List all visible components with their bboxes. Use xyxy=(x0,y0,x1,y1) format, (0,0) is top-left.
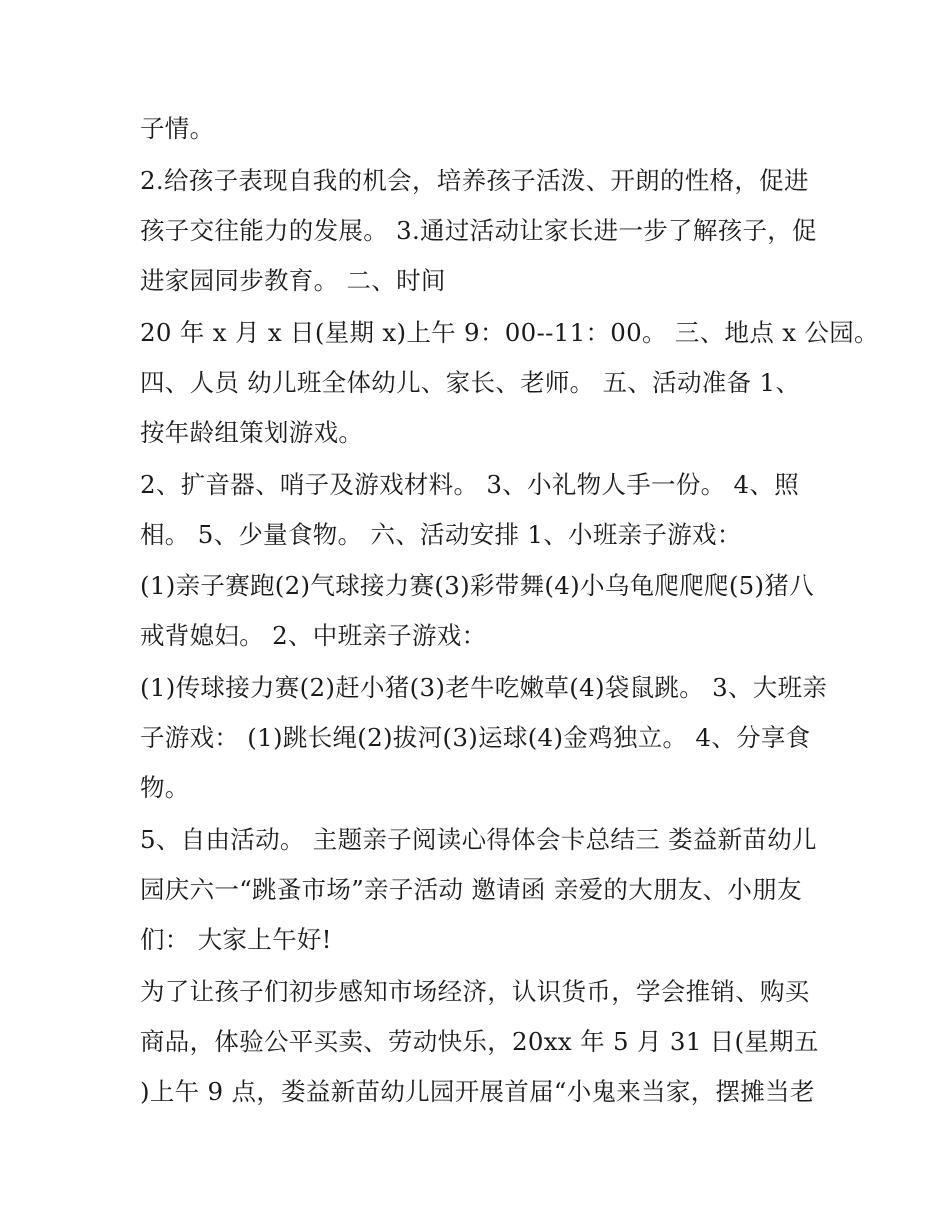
text-line: 2、扩音器、哨子及游戏材料。 3、小礼物人手一份。 4、照 xyxy=(140,470,800,499)
text-line: 按年龄组策划游戏。 xyxy=(140,418,364,447)
text-line: 2.给孩子表现自我的机会，培养孩子活泼、开朗的性格，促进 xyxy=(140,166,809,195)
text-line: 5、自由活动。 主题亲子阅读心得体会卡总结三 娄益新苗幼儿 xyxy=(140,825,817,854)
text-line: 子游戏： (1)跳长绳(2)拔河(3)运球(4)金鸡独立。 4、分享食 xyxy=(140,723,811,752)
text-line: 相。 5、少量食物。 六、活动安排 1、小班亲子游戏： xyxy=(140,520,742,549)
text-line: 20 年 x 月 x 日(星期 x)上午 9：00--11：00。 三、地点 x 公园。 xyxy=(140,318,879,347)
text-line: 进家园同步教育。 二、时间 xyxy=(140,266,446,295)
text-line: 为了让孩子们初步感知市场经济，认识货币，学会推销、购买 xyxy=(140,977,810,1006)
text-line: 园庆六一“跳蚤市场”亲子活动 邀请函 亲爱的大朋友、小朋友 xyxy=(140,875,802,904)
text-line: 们： 大家上午好! xyxy=(140,925,332,954)
text-line: 四、人员 幼儿班全体幼儿、家长、老师。 五、活动准备 1、 xyxy=(140,368,801,397)
text-line: 商品，体验公平买卖、劳动快乐，20xx 年 5 月 31 日(星期五 xyxy=(140,1027,819,1056)
text-line: 孩子交往能力的发展。 3.通过活动让家长进一步了解孩子，促 xyxy=(140,216,817,245)
text-line: (1)亲子赛跑(2)气球接力赛(3)彩带舞(4)小乌龟爬爬爬(5)猪八 xyxy=(140,571,815,600)
text-line: 子情。 xyxy=(140,114,215,143)
text-line: (1)传球接力赛(2)赶小猪(3)老牛吃嫩草(4)袋鼠跳。 3、大班亲 xyxy=(140,673,828,702)
text-line: 戒背媳妇。 2、中班亲子游戏： xyxy=(140,621,487,650)
text-line: 物。 xyxy=(140,773,190,802)
text-line: )上午 9 点，娄益新苗幼儿园开展首届“小鬼来当家，摆摊当老 xyxy=(140,1077,815,1106)
